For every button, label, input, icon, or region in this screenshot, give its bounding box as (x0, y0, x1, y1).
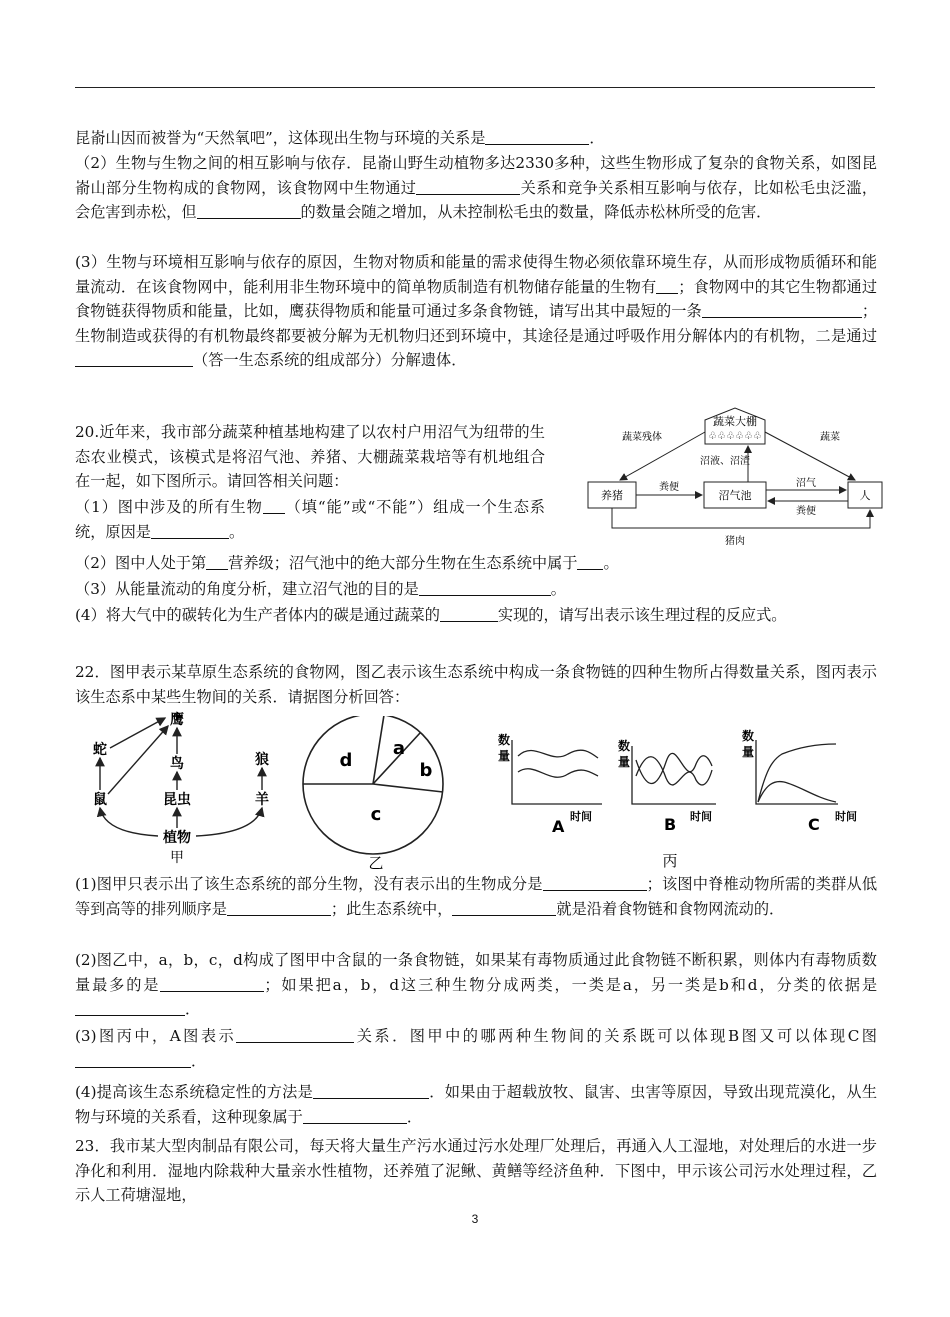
answer-blank[interactable] (702, 301, 862, 318)
answer-blank[interactable] (75, 350, 193, 367)
q19-paragraph-1: 昆嵛山因而被誉为“天然氧吧”，这体现出生物与环境的关系是 ． (75, 129, 605, 147)
page-number: 3 (471, 1212, 479, 1226)
answer-blank[interactable] (656, 277, 678, 294)
pig-label: 养猪 (601, 489, 623, 502)
q20-intro: 20.近年来，我市部分蔬菜种植基地构建了以农村户用沼气为纽带的生态农业模式，该模式是将沼气池、养猪、大棚蔬菜栽培等有机地组合在一起，如下图所示。请回答相关问题： (75, 423, 545, 491)
residue-label: 蔬菜残体 (622, 432, 662, 443)
sheep-label: 羊 (255, 792, 269, 808)
q20-sub-1: （1）图中涉及的所有生物 （填“能”或“不能”）组成一个生态系统，原因是 。 (75, 498, 545, 541)
q22-sub-2: (2)图乙中，a，b，c，d构成了图甲中含鼠的一条食物链，如果某有毒物质通过此食物链不断积累，则体内有毒物质数量最多的是 ；如果把a，b，d这三种生物分成两类，一类是a，另一类是b和d，分类的依据是． (75, 951, 878, 1019)
graph-c-xlabel: 时间 (835, 810, 857, 823)
q22-intro: 22．图甲表示某草原生态系统的食物网，图乙表示该生态系统中构成一条食物链的四种生物所占得数量关系，图丙表示该生态系中某些生物间的关系．请据图分析回答： (75, 663, 877, 706)
answer-blank[interactable] (236, 1026, 354, 1043)
q20-sub-4: (4）将大气中的碳转化为生产者体内的碳是通过蔬菜的 实现的，请写出表示该生理过程的反应式。 (75, 606, 787, 624)
rat-label: 鼠 (93, 792, 107, 808)
slice-a-label: a (392, 738, 406, 759)
veg-arrow (765, 432, 855, 480)
q19-paragraph-3: (3）生物与环境相互影响与依存的原因，生物对物质和能量的需求使得生物必须依靠环境生存，从而形成物质循环和能量流动．在该食物网中，能利用非生物环境中的简单物质制造有机物储存能量的生物有 ；食物网中的其它生物都通过食物链获得物质和能量，比如，鹰获得物质和能量可通过多条食物链，请写出其中最短的一条 ；生物制造或获得的有机物最终都要被分解为无机物归还到环境中，其途径是通过呼吸作用分解体内的有机物，二是通过（答一生态系统的组成部分）分解遗体． (75, 253, 878, 370)
answer-blank[interactable] (440, 605, 498, 622)
slurry-label: 沼液、沼渣 (700, 456, 750, 467)
relationship-graphs-figure (490, 710, 870, 872)
answer-blank[interactable] (577, 553, 603, 570)
insect-label: 昆虫 (163, 792, 191, 808)
food-web-figure (80, 708, 280, 868)
gas-label: 沼气 (796, 478, 816, 489)
graph-a-letter: A (552, 817, 565, 836)
bing-caption: 丙 (662, 852, 678, 870)
manure-label-2: 粪便 (796, 506, 816, 517)
graph-a-ylabel-2: 量 (498, 749, 511, 763)
graph-b-letter: B (664, 815, 677, 834)
answer-blank[interactable] (206, 553, 228, 570)
q19-paragraph-2: （2）生物与生物之间的相互影响与依存．昆嵛山野生动植物多达2330多种，这些生物形成了复杂的食物关系，如图昆嵛山部分生物构成的食物网，该食物网中生物通过 关系和竞争关系相互影响与依存，比如松毛虫泛滥，会危害到赤松，但 的数量会随之增加，从未控制松毛虫的数量，降低赤松林所受的危害． (75, 154, 878, 222)
veg-label: 蔬菜 (820, 432, 840, 443)
answer-blank[interactable] (313, 1082, 429, 1099)
q20-sub-3: （3）从能量流动的角度分析，建立沼气池的目的是 。 (75, 580, 566, 598)
population-pie-figure (296, 716, 456, 874)
yi-caption: 乙 (368, 854, 384, 872)
graph-b-xlabel: 时间 (690, 810, 712, 823)
answer-blank[interactable] (263, 497, 285, 514)
snake-label: 蛇 (93, 742, 107, 758)
answer-blank[interactable] (75, 999, 185, 1016)
pork-arrow (612, 508, 870, 528)
pork-label: 猪肉 (725, 536, 745, 547)
graph-a-ylabel-1: 数 (498, 733, 511, 747)
human-label: 人 (859, 489, 871, 502)
graph-c-ylabel-2: 量 (742, 745, 755, 759)
answer-blank[interactable] (416, 178, 520, 195)
graph-b-ylabel-1: 数 (618, 739, 631, 753)
bird-label: 鸟 (170, 756, 184, 772)
graph-c-letter: C (808, 815, 820, 834)
answer-blank[interactable] (197, 202, 301, 219)
eagle-label: 鹰 (170, 712, 184, 728)
header-rule (75, 87, 875, 88)
eco-agriculture-diagram (580, 402, 890, 552)
answer-blank[interactable] (419, 579, 551, 596)
biogas-label: 沼气池 (718, 489, 752, 502)
plants-icon: ♧♧♧♧♧♧ (708, 431, 762, 442)
answer-blank[interactable] (485, 128, 589, 145)
answer-blank[interactable] (452, 899, 556, 916)
slice-d-label: d (339, 750, 353, 771)
graph-a-xlabel: 时间 (570, 810, 592, 823)
answer-blank[interactable] (303, 1107, 407, 1124)
greenhouse-label: 蔬菜大棚 (713, 415, 757, 428)
answer-blank[interactable] (160, 975, 264, 992)
q22-sub-4: (4)提高该生态系统稳定性的方法是 ．如果由于超载放牧、鼠害、虫害等原因，导致出现荒漠化，从生物与环境的关系看，这种现象属于 ． (75, 1083, 878, 1126)
q22-sub-3: (3)图丙中，A图表示 关系．图甲中的哪两种生物间的关系既可以体现B图又可以体现C图． (75, 1027, 877, 1070)
q20-sub-2: （2）图中人处于第 营养级；沼气池中的绝大部分生物在生态系统中属于 。 (75, 554, 619, 572)
wolf-label: 狼 (255, 752, 269, 768)
manure-label-1: 粪便 (659, 482, 679, 493)
answer-blank[interactable] (543, 874, 647, 891)
q22-sub-1: (1)图甲只表示出了该生态系统的部分生物，没有表示出的生物成分是 ；该图中脊椎动物所需的类群从低等到高等的排列顺序是 ；此生态系统中， 就是沿着食物链和食物网流动的． (75, 875, 878, 918)
jia-caption: 甲 (170, 850, 184, 866)
answer-blank[interactable] (151, 522, 229, 539)
graph-b-ylabel-2: 量 (618, 755, 631, 769)
graph-c-ylabel-1: 数 (742, 729, 755, 743)
slice-c-label: c (370, 804, 382, 825)
slice-b-label: b (419, 760, 433, 781)
answer-blank[interactable] (75, 1051, 191, 1068)
answer-blank[interactable] (227, 899, 331, 916)
q23-paragraph: 23．我市某大型肉制品有限公司，每天将大量生产污水通过污水处理厂处理后，再通入人工湿地，对处理后的水进一步净化和利用．湿地内除栽种大量亲水性植物，还养殖了泥鳅、黄鳝等经济鱼种．下图中，甲示该公司污水处理过程，乙示人工荷塘湿地， (75, 1137, 877, 1205)
plant-label: 植物 (163, 830, 191, 846)
